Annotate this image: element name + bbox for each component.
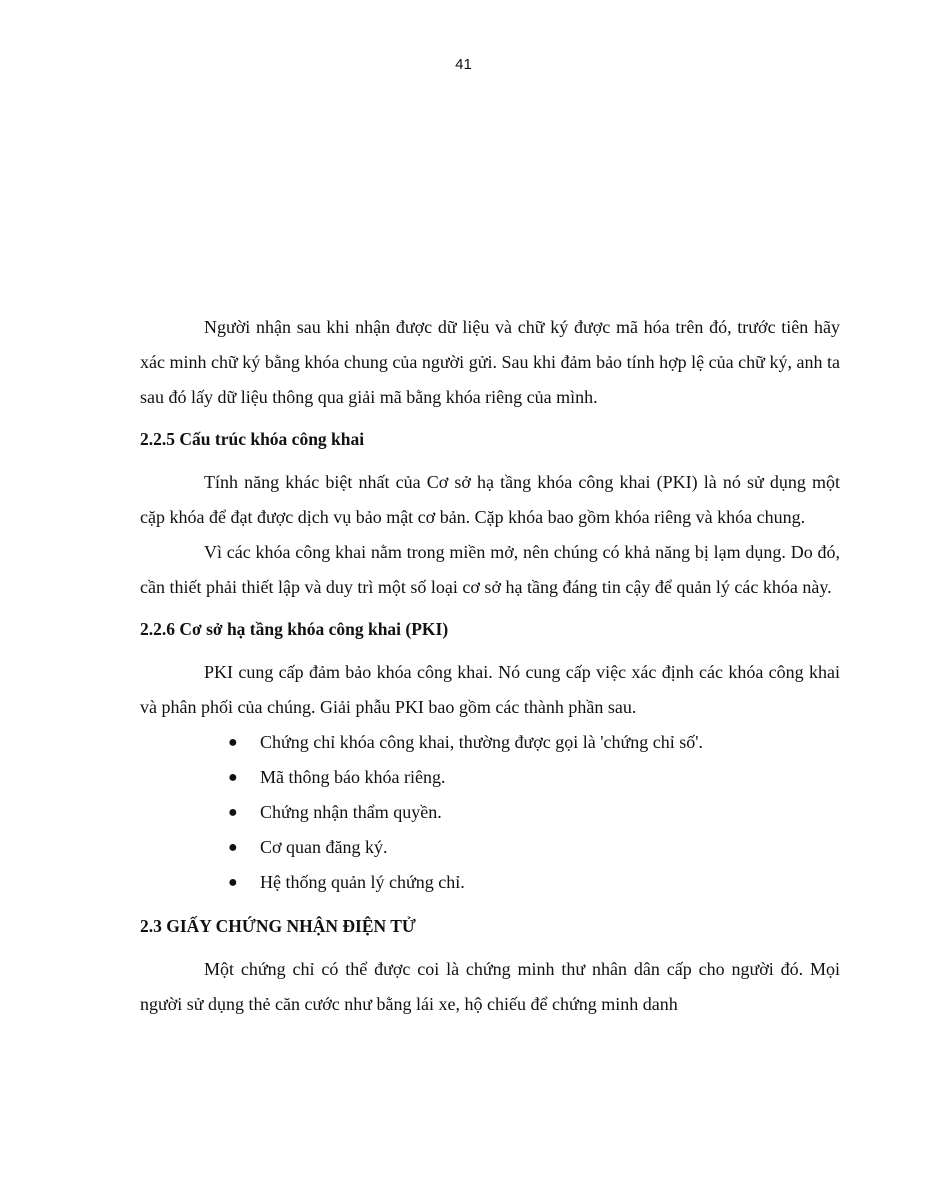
list-item-text: Chứng chỉ khóa công khai, thường được gọi là 'chứng chỉ số'. (260, 732, 703, 752)
heading-2-2-5: 2.2.5 Cấu trúc khóa công khai (140, 429, 365, 449)
bullet-icon: ● (228, 734, 238, 751)
page-number: 41 (455, 56, 472, 73)
list-item-text: Hệ thống quản lý chứng chỉ. (260, 872, 465, 892)
pki-components-list (140, 725, 840, 900)
list-item-text: Chứng nhận thẩm quyền. (260, 802, 442, 822)
paragraph-public-key-abuse: Vì các khóa công khai nằm trong miền mở, nên chúng có khả năng bị lạm dụng. Do đó, cần thiết phải thiết lập và duy trì một số loại cơ sở hạ tầng đáng tin cậy để quản lý các khóa này. (140, 542, 840, 597)
heading-2-2-6: 2.2.6 Cơ sở hạ tầng khóa công khai (PKI) (140, 619, 449, 639)
paragraph-signature-verification: Người nhận sau khi nhận được dữ liệu và chữ ký được mã hóa trên đó, trước tiên hãy xác minh chữ ký bằng khóa chung của người gửi. Sau khi đảm bảo tính hợp lệ của chữ ký, anh ta sau đó lấy dữ liệu thông qua giải mã bằng khóa riêng của mình. (140, 317, 840, 407)
list-item (228, 865, 840, 900)
paragraph-pki-components: PKI cung cấp đảm bảo khóa công khai. Nó cung cấp việc xác định các khóa công khai và phân phối của chúng. Giải phẫu PKI bao gồm các thành phần sau. (140, 662, 840, 717)
list-item (228, 830, 840, 865)
document-body (140, 310, 840, 1022)
list-item-text: Mã thông báo khóa riêng. (260, 767, 446, 787)
bullet-icon: ● (228, 769, 238, 786)
heading-2-3: 2.3 GIẤY CHỨNG NHẬN ĐIỆN TỬ (140, 916, 416, 936)
list-item (228, 725, 840, 760)
list-item (228, 795, 840, 830)
paragraph-pki-feature: Tính năng khác biệt nhất của Cơ sở hạ tầng khóa công khai (PKI) là nó sử dụng một cặp khóa để đạt được dịch vụ bảo mật cơ bản. Cặp khóa bao gồm khóa riêng và khóa chung. (140, 472, 840, 527)
paragraph-digital-certificate: Một chứng chỉ có thể được coi là chứng minh thư nhân dân cấp cho người đó. Mọi người sử dụng thẻ căn cước như bằng lái xe, hộ chiếu để chứng minh danh (140, 959, 840, 1014)
list-item-text: Cơ quan đăng ký. (260, 837, 388, 857)
bullet-icon: ● (228, 804, 238, 821)
list-item (228, 760, 840, 795)
bullet-icon: ● (228, 874, 238, 891)
bullet-icon: ● (228, 839, 238, 856)
